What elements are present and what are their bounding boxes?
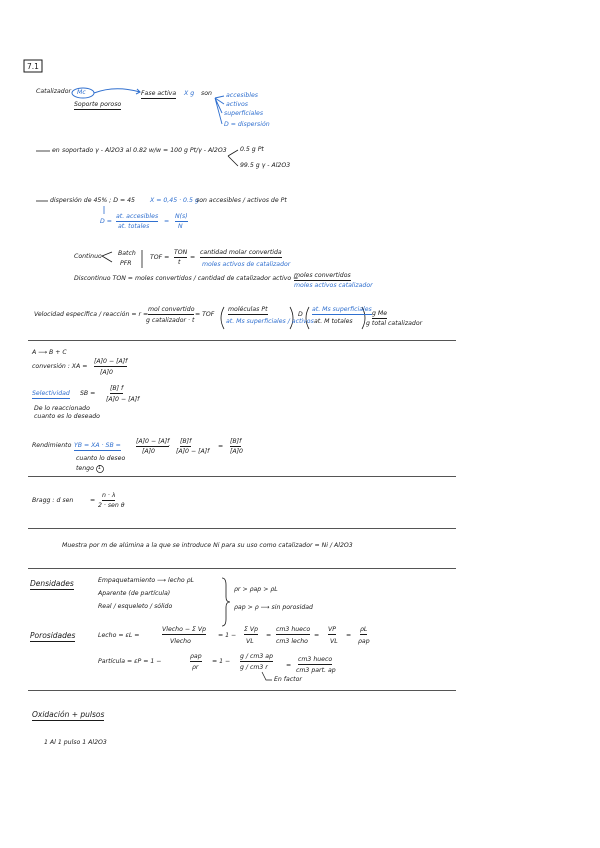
lecho-eq-c: = [346,632,352,639]
bragg-text: Bragg : d sen [32,497,74,504]
d-eq: = [164,218,170,225]
d-numerator: at. accesibles [116,213,159,220]
result-al: 99.5 g γ - Al2O3 [240,162,291,169]
part-eq1: = 1 − [212,658,231,665]
vel-p3-den: g total catalizador [366,320,423,327]
list-item: superficiales [224,110,264,117]
bragg-eq: = [90,497,96,504]
sel-den: [A]0 − [A]f [106,396,140,403]
dens-item-3: Real / esqueleto / sólido [98,603,173,610]
fase-activa: Fase activa [141,90,177,97]
vel-p2-den: at. M totales [314,318,353,325]
discontinuo-text: Discontinuo TON = moles convertidos / cantidad de catalizador activo = [74,275,299,282]
rendimiento-label: Rendimiento [32,442,72,449]
lecho-f2-num: Σ Vp [244,626,259,633]
lecho-eq1: = 1 − [218,632,237,639]
en-label: en [52,147,60,154]
part-f3-num: cm3 hueco [298,656,333,663]
rend-note-num: 1 [98,465,102,471]
dispersion-text: dispersión de 45% ; D = 45 [50,197,135,204]
part-f3-den: cm3 part. ap [296,667,336,674]
tof-label: TOF = [150,254,170,261]
rend-note1: cuanto lo deseo [76,455,126,462]
d-r-den: N [178,223,183,230]
sel-num: [B] f [110,385,124,392]
lecho-f4-den: VL [330,638,338,645]
vel-p1-num: moléculas Pt [228,306,268,313]
conversion-label: conversión : XA = [32,363,88,370]
divider [28,340,456,341]
rend-f2-num: [B]f [180,438,192,445]
disc-den: moles activos catalizador [294,282,373,289]
catalyst-label: Catalizador [36,88,72,95]
list-item: activos [226,101,249,108]
rend-f2-den: [A]0 − [A]f [176,448,210,455]
vel-p1-den: at. Ms superficiales / activos [226,318,314,325]
batch-label: Batch [118,250,136,257]
tof-frac-den: t [178,259,181,266]
conv-num: [A]0 − [A]f [94,358,128,365]
reaction: A ⟶ B + C [32,349,67,356]
lecho-f5-num: ρL [360,626,368,633]
rend-eq2: = [218,443,224,450]
vel-tof: = TOF [195,311,215,318]
pfr-label: PFR [120,260,132,267]
conv-den: [A]0 [100,369,113,376]
lecho-den: Vlecho [170,638,191,645]
list-item: D = dispersión [224,121,270,128]
rend-f3-num: [B]f [230,438,242,445]
rend-note2: tengo [76,465,94,472]
divider [28,528,456,529]
oxidacion-label: Oxidación + pulsos [32,710,105,719]
dens-item-1: Empaquetamiento ⟶ lecho ρL [98,577,194,584]
divider [28,690,456,691]
son-label: son [201,90,212,97]
dens-r2: ρap > ρ ⟶ sin porosidad [234,604,313,611]
tof-frac-num: TON [174,249,188,256]
rend-f1-den: [A]0 [142,448,155,455]
dispersion-result: X = 0,45 · 0.5 g [150,197,199,204]
divider [28,568,456,569]
lecho-f3-num: cm3 hueco [276,626,311,633]
part-f1-den: ρr [192,664,199,671]
divider [28,476,456,477]
lecho-eq-a: = [266,632,272,639]
selectividad-label: Selectividad [32,390,70,397]
vel-p3-num: g Me [372,310,388,317]
lecho-text: Lecho = εL = [98,632,140,639]
porosidades-label: Porosidades [30,631,76,640]
bragg-den: 2 · sen θ [98,502,125,509]
list-item: accesibles [226,92,259,99]
lecho-f4-num: VP [328,626,336,633]
d-label: D = [100,218,112,225]
tof-num: cantidad molar convertida [200,249,282,256]
velocidad-text: Velocidad específica / reacción = r = [34,311,149,318]
part-f1-num: ρap [190,653,202,660]
lecho-eq-b: = [314,632,320,639]
bragg-num: n · λ [102,492,116,499]
vel-d: D [298,311,303,318]
dens-r1: ρr > ρap > ρL [234,586,278,593]
continuo-label: Continuo [74,253,102,260]
page-number: 7.1 [27,62,39,71]
oxidacion-text: 1 Al 1 pulso 1 Al2O3 [44,739,107,746]
lecho-num: Vlecho − Σ Vp [162,626,207,633]
lecho-f2-den: VL [246,638,254,645]
xg-label: X g [184,90,195,97]
mc-label: Mc [77,89,86,96]
tof-eq2: = [190,254,196,261]
dens-item-2: Aparente (de partícula) [98,590,171,597]
vel-p2-num: at. Ms superficiales [312,306,372,313]
soportado-text: soportado γ - Al2O3 al 0.82 w/w = 100 g Pt/γ - Al2O3 [62,147,227,154]
rend-f3-den: [A]0 [230,448,243,455]
lecho-f3-den: cm3 lecho [276,638,308,645]
disc-num: moles convertidos [294,272,351,279]
soporte-label: Soporte poroso [74,101,122,108]
d-denominator: at. totales [118,223,150,230]
sel-eq: SB = [80,390,96,397]
sel-note2: cuanto es lo deseado [34,413,100,420]
lecho-f5-den: ρap [358,638,370,645]
rend-f1-num: [A]0 − [A]f [136,438,170,445]
rend-eq: YB = XA · SB = [74,442,121,449]
part-eq2: = [286,662,292,669]
dispersion-tail: son accesibles / activos de Pt [196,197,287,204]
tof-den: moles activos de catalizador [202,261,291,268]
part-f2-num: g / cm3 ap [240,653,273,660]
part-f2-den: g / cm3 r [240,664,268,671]
densidades-label: Densidades [30,579,74,588]
sel-note1: De lo reaccionado [34,405,90,412]
vel-num: mol convertido [148,306,195,313]
rend-dot: · [168,443,170,450]
muestra-text: Muestra por m de alúmina a la que se introduce Ni para su uso como catalizador = Ni / Al2O3 [62,542,353,549]
d-r-num: N(s) [175,213,188,220]
particula-text: Partícula = εP = 1 − [98,658,162,665]
result-pt: 0.5 g Pt [240,146,264,153]
vel-den: g catalizador · t [146,317,195,324]
part-note: En factor [274,676,302,683]
